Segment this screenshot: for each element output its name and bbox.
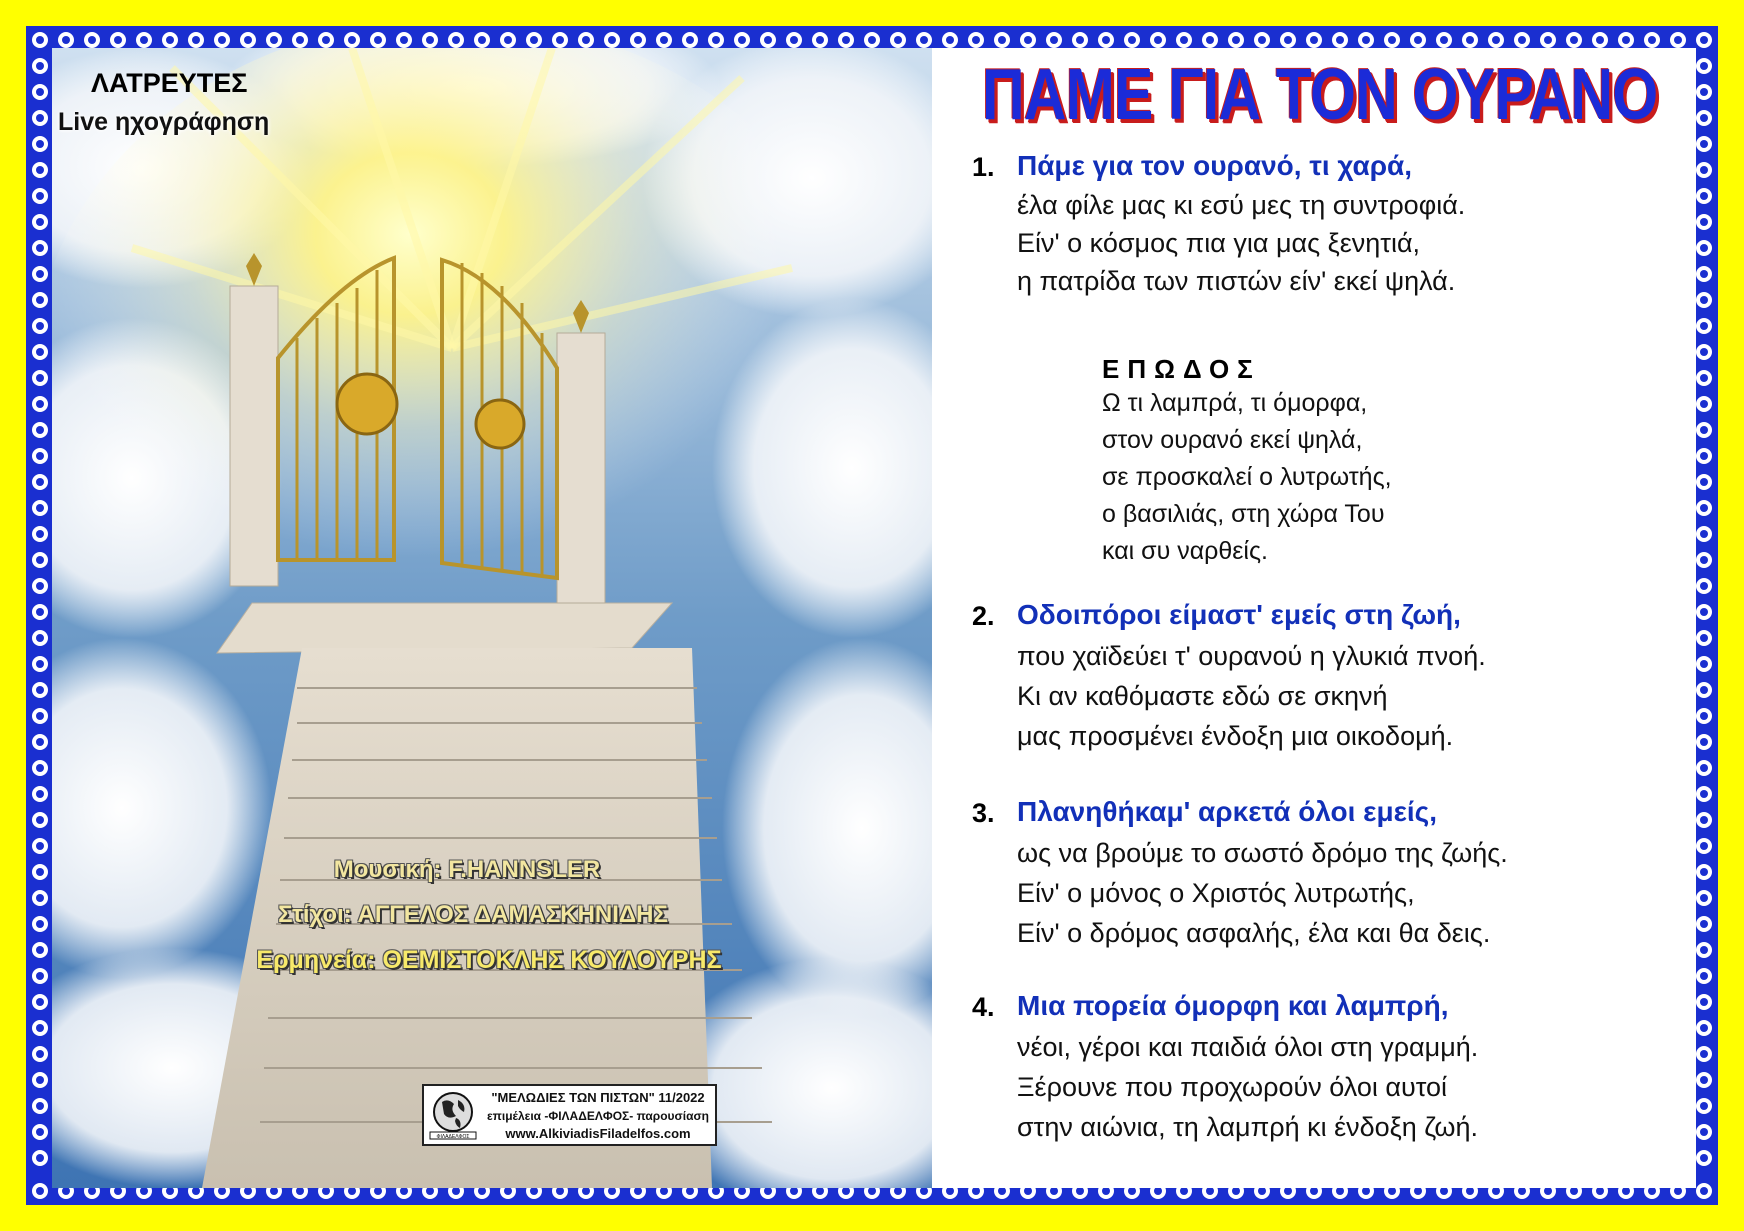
chorus-line: ο βασιλιάς, στη χώρα Του xyxy=(1102,500,1385,528)
border-ornament-center xyxy=(36,634,44,642)
border-ornament-center xyxy=(1700,1187,1708,1195)
border-ornament-center xyxy=(1596,1187,1604,1195)
border-ornament-center xyxy=(1700,166,1708,174)
border-ornament-center xyxy=(1518,36,1526,44)
chorus-title: ΕΠΩΔΟΣ xyxy=(1102,354,1261,384)
border-ornament-center xyxy=(1700,322,1708,330)
verse-line: Είν' ο μόνος ο Χριστός λυτρωτής, xyxy=(1017,878,1415,908)
lyrics-credit: Στίχοι: ΑΓΓΕΛΟΣ ΔΑΜΑΣΚΗΝΙΔΗΣ xyxy=(278,901,668,928)
border-ornament-center xyxy=(114,1187,122,1195)
border-ornament-center xyxy=(1700,504,1708,512)
border-ornament-center xyxy=(1570,36,1578,44)
border-ornament-center xyxy=(1050,1187,1058,1195)
border-ornament-center xyxy=(140,1187,148,1195)
border-ornament-center xyxy=(36,452,44,460)
border-ornament-center xyxy=(1700,634,1708,642)
border-ornament-center xyxy=(712,36,720,44)
border-ornament-center xyxy=(1258,36,1266,44)
border-ornament-center xyxy=(62,1187,70,1195)
border-ornament-center xyxy=(36,1102,44,1110)
border-ornament-center xyxy=(36,998,44,1006)
border-ornament-center xyxy=(1700,764,1708,772)
border-ornament-center xyxy=(894,1187,902,1195)
border-ornament-center xyxy=(1284,1187,1292,1195)
border-ornament-center xyxy=(36,88,44,96)
border-ornament-center xyxy=(1700,1154,1708,1162)
border-ornament-center xyxy=(36,1050,44,1058)
border-ornament-center xyxy=(36,374,44,382)
border-ornament-center xyxy=(1700,686,1708,694)
verse-number: 4. xyxy=(972,992,995,1022)
border-ornament-center xyxy=(36,608,44,616)
border-ornament-center xyxy=(1206,1187,1214,1195)
poster-content xyxy=(52,48,1696,1188)
border-ornament-center xyxy=(36,36,44,44)
border-ornament-center xyxy=(1596,36,1604,44)
border-ornament-center xyxy=(36,244,44,252)
border-ornament-center xyxy=(764,36,772,44)
border-ornament-center xyxy=(686,36,694,44)
border-ornament-center xyxy=(1622,1187,1630,1195)
border-ornament-center xyxy=(1700,1102,1708,1110)
border-ornament-center xyxy=(36,686,44,694)
border-ornament-center xyxy=(634,1187,642,1195)
border-ornament-center xyxy=(1414,1187,1422,1195)
border-ornament-center xyxy=(270,36,278,44)
border-ornament-center xyxy=(1388,1187,1396,1195)
border-ornament-center xyxy=(36,1024,44,1032)
border-ornament-center xyxy=(582,36,590,44)
border-ornament-center xyxy=(868,1187,876,1195)
verse-line: Είν' ο κόσμος πια για μας ξενητιά, xyxy=(1017,228,1421,258)
border-ornament-center xyxy=(842,36,850,44)
border-ornament-center xyxy=(36,764,44,772)
border-ornament-center xyxy=(1700,1076,1708,1084)
border-ornament-center xyxy=(920,1187,928,1195)
border-ornament-center xyxy=(1700,1128,1708,1136)
verse-line: μας προσμένει ένδοξη μια οικοδομή. xyxy=(1017,721,1454,751)
border-ornament-center xyxy=(1700,842,1708,850)
border-ornament-center xyxy=(36,296,44,304)
border-ornament-center xyxy=(738,1187,746,1195)
border-ornament-center xyxy=(946,36,954,44)
border-ornament-center xyxy=(296,36,304,44)
border-ornament-center xyxy=(1414,36,1422,44)
badge-website: www.AlkiviadisFiladelfos.com xyxy=(505,1126,691,1141)
border-ornament-center xyxy=(36,504,44,512)
border-ornament-center xyxy=(348,36,356,44)
border-ornament-center xyxy=(504,36,512,44)
border-ornament-center xyxy=(36,192,44,200)
border-ornament-center xyxy=(556,36,564,44)
border-ornament-center xyxy=(1700,218,1708,226)
border-ornament-center xyxy=(530,36,538,44)
border-ornament-center xyxy=(1492,1187,1500,1195)
border-ornament-center xyxy=(36,62,44,70)
border-ornament-center xyxy=(660,36,668,44)
border-ornament-center xyxy=(270,1187,278,1195)
border-ornament-center xyxy=(1700,920,1708,928)
border-ornament-center xyxy=(1700,62,1708,70)
verse-number: 3. xyxy=(972,798,995,828)
border-ornament-center xyxy=(1700,946,1708,954)
border-ornament-center xyxy=(36,920,44,928)
border-ornament-center xyxy=(1206,36,1214,44)
border-ornament-center xyxy=(1700,972,1708,980)
music-credit: Μουσική: F.HANNSLER xyxy=(333,856,601,883)
border-ornament-center xyxy=(36,140,44,148)
publisher-badge xyxy=(422,1084,717,1146)
border-ornament-center xyxy=(36,400,44,408)
border-ornament-center xyxy=(1700,296,1708,304)
border-ornament-center xyxy=(998,36,1006,44)
border-ornament-center xyxy=(218,36,226,44)
border-ornament-center xyxy=(1700,816,1708,824)
border-ornament-center xyxy=(608,1187,616,1195)
border-ornament-center xyxy=(842,1187,850,1195)
border-ornament-center xyxy=(1180,36,1188,44)
border-ornament-center xyxy=(1024,1187,1032,1195)
border-ornament-center xyxy=(36,946,44,954)
border-ornament-center xyxy=(816,1187,824,1195)
border-ornament-center xyxy=(1700,348,1708,356)
border-ornament-center xyxy=(972,36,980,44)
border-ornament-center xyxy=(1310,1187,1318,1195)
border-ornament-center xyxy=(296,1187,304,1195)
recording-type: Live ηχογράφηση xyxy=(58,108,270,136)
border-ornament-center xyxy=(452,1187,460,1195)
verse-line: Κι αν καθόμαστε εδώ σε σκηνή xyxy=(1017,681,1388,711)
border-ornament-center xyxy=(36,348,44,356)
border-ornament-center xyxy=(1466,1187,1474,1195)
border-ornament-center xyxy=(712,1187,720,1195)
border-ornament-center xyxy=(1648,36,1656,44)
border-ornament-center xyxy=(1674,36,1682,44)
border-ornament-center xyxy=(36,894,44,902)
border-ornament-center xyxy=(1232,36,1240,44)
verse-line: έλα φίλε μας κι εσύ μες τη συντροφιά. xyxy=(1017,190,1466,220)
border-ornament-center xyxy=(1128,36,1136,44)
verse-number: 2. xyxy=(972,601,995,631)
border-ornament-center xyxy=(1440,36,1448,44)
border-ornament-center xyxy=(1700,374,1708,382)
border-ornament-center xyxy=(36,426,44,434)
badge-series: "ΜΕΛΩΔΙΕΣ ΤΩΝ ΠΙΣΤΩΝ" 11/2022 xyxy=(491,1090,705,1105)
chorus-line: στον ουρανό εκεί ψηλά, xyxy=(1102,426,1363,454)
border-ornament-center xyxy=(894,36,902,44)
border-ornament-center xyxy=(36,218,44,226)
border-ornament-center xyxy=(1700,426,1708,434)
border-ornament-center xyxy=(556,1187,564,1195)
logo-label: ΦΙΛΑΔΕΛΦΟΣ xyxy=(436,1134,470,1140)
border-ornament-center xyxy=(1700,244,1708,252)
verse-line: Οδοιπόροι είμαστ' εμείς στη ζωή, xyxy=(1017,599,1461,630)
border-ornament-center xyxy=(1076,1187,1084,1195)
border-ornament-center xyxy=(1362,1187,1370,1195)
verse-line: νέοι, γέροι και παιδιά όλοι στη γραμμή. xyxy=(1017,1032,1479,1062)
border-ornament-center xyxy=(868,36,876,44)
border-ornament-center xyxy=(1570,1187,1578,1195)
border-ornament-center xyxy=(738,36,746,44)
border-ornament-center xyxy=(36,738,44,746)
border-ornament-center xyxy=(1154,1187,1162,1195)
border-ornament-center xyxy=(1544,36,1552,44)
border-ornament-center xyxy=(322,36,330,44)
border-ornament-center xyxy=(36,530,44,538)
border-ornament-center xyxy=(478,36,486,44)
border-ornament-center xyxy=(1700,400,1708,408)
chorus-line: και συ ναρθείς. xyxy=(1102,537,1268,565)
border-ornament-center xyxy=(478,1187,486,1195)
border-ornament-center xyxy=(1700,192,1708,200)
border-ornament-center xyxy=(1700,894,1708,902)
border-ornament-center xyxy=(582,1187,590,1195)
globe-logo-icon xyxy=(428,1090,478,1140)
border-ornament-center xyxy=(634,36,642,44)
border-ornament-center xyxy=(504,1187,512,1195)
border-ornament-center xyxy=(36,166,44,174)
verse-line: Μια πορεία όμορφη και λαμπρή, xyxy=(1017,990,1449,1021)
border-ornament-center xyxy=(36,868,44,876)
song-title: ΠΑΜΕ ΓΙΑ ΤΟΝ ΟΥΡΑΝΟ xyxy=(982,55,1658,135)
border-ornament-center xyxy=(1544,1187,1552,1195)
border-ornament-center xyxy=(140,36,148,44)
border-ornament-center xyxy=(1700,1024,1708,1032)
border-ornament-center xyxy=(686,1187,694,1195)
border-ornament-center xyxy=(166,1187,174,1195)
verse-line: ως να βρούμε το σωστό δρόμο της ζωής. xyxy=(1017,838,1508,868)
border-ornament-center xyxy=(244,1187,252,1195)
border-ornament-center xyxy=(1102,1187,1110,1195)
border-ornament-center xyxy=(764,1187,772,1195)
border-ornament-center xyxy=(1076,36,1084,44)
border-ornament-center xyxy=(1700,452,1708,460)
border-ornament-center xyxy=(1024,36,1032,44)
border-ornament-center xyxy=(1700,660,1708,668)
border-ornament-center xyxy=(1466,36,1474,44)
border-ornament-center xyxy=(192,1187,200,1195)
border-ornament-center xyxy=(1622,36,1630,44)
border-ornament-center xyxy=(1700,998,1708,1006)
border-ornament-center xyxy=(1700,712,1708,720)
border-ornament-center xyxy=(1700,556,1708,564)
performer-credit: Ερμηνεία: ΘΕΜΙΣΤΟΚΛΗΣ ΚΟΥΛΟΥΡΗΣ xyxy=(256,946,722,974)
border-ornament-center xyxy=(36,1128,44,1136)
border-ornament-center xyxy=(1700,608,1708,616)
border-ornament-center xyxy=(36,322,44,330)
border-ornament-center xyxy=(1700,140,1708,148)
border-ornament-center xyxy=(920,36,928,44)
border-ornament-center xyxy=(374,1187,382,1195)
verse-line: που χαϊδεύει τ' ουρανού η γλυκιά πνοή. xyxy=(1017,641,1486,671)
border-ornament-center xyxy=(36,816,44,824)
verse-line: στην αιώνια, τη λαμπρή κι ένδοξη ζωή. xyxy=(1017,1112,1478,1142)
border-ornament-center xyxy=(374,36,382,44)
border-ornament-center xyxy=(1284,36,1292,44)
border-ornament-center xyxy=(452,36,460,44)
border-ornament-center xyxy=(36,582,44,590)
border-ornament-center xyxy=(1258,1187,1266,1195)
border-ornament-center xyxy=(530,1187,538,1195)
border-ornament-center xyxy=(1232,1187,1240,1195)
border-ornament-center xyxy=(114,36,122,44)
border-ornament-center xyxy=(1700,478,1708,486)
border-ornament-center xyxy=(946,1187,954,1195)
border-ornament-center xyxy=(400,36,408,44)
border-ornament-center xyxy=(62,36,70,44)
border-ornament-center xyxy=(36,1154,44,1162)
verse-line: Πάμε για τον ουρανό, τι χαρά, xyxy=(1017,150,1413,181)
group-name: ΛΑΤΡΕΥΤΕΣ xyxy=(91,68,248,98)
border-ornament-center xyxy=(1388,36,1396,44)
border-ornament-center xyxy=(1102,36,1110,44)
border-ornament-center xyxy=(1674,1187,1682,1195)
border-ornament-center xyxy=(790,1187,798,1195)
border-ornament-center xyxy=(1700,1050,1708,1058)
border-ornament-center xyxy=(998,1187,1006,1195)
chorus xyxy=(1102,354,1392,570)
border-ornament-center xyxy=(1700,270,1708,278)
border-ornament-center xyxy=(1440,1187,1448,1195)
border-ornament-center xyxy=(426,1187,434,1195)
chorus-line: σε προσκαλεί ο λυτρωτής, xyxy=(1102,463,1392,491)
badge-editor: επιμέλεια -ΦΙΛΑΔΕΛΦΟΣ- παρουσίαση xyxy=(486,1109,709,1123)
border-ornament-center xyxy=(1700,88,1708,96)
border-ornament-center xyxy=(88,36,96,44)
border-ornament-center xyxy=(972,1187,980,1195)
border-ornament-center xyxy=(348,1187,356,1195)
border-ornament-center xyxy=(1128,1187,1136,1195)
border-ornament-center xyxy=(1700,790,1708,798)
border-ornament-center xyxy=(608,36,616,44)
border-ornament-center xyxy=(244,36,252,44)
border-ornament-center xyxy=(1310,36,1318,44)
border-ornament-center xyxy=(36,790,44,798)
border-ornament-center xyxy=(166,36,174,44)
border-ornament-center xyxy=(88,1187,96,1195)
heaven-gate-picture xyxy=(52,48,932,1188)
border-ornament-center xyxy=(1700,530,1708,538)
border-ornament-center xyxy=(36,712,44,720)
border-ornament-center xyxy=(1492,36,1500,44)
border-ornament-center xyxy=(192,36,200,44)
border-ornament-center xyxy=(1700,738,1708,746)
border-ornament-center xyxy=(1700,36,1708,44)
border-ornament-center xyxy=(790,36,798,44)
border-ornament-center xyxy=(36,114,44,122)
border-ornament-center xyxy=(1180,1187,1188,1195)
border-ornament-center xyxy=(1518,1187,1526,1195)
border-ornament-center xyxy=(1154,36,1162,44)
border-ornament-center xyxy=(36,270,44,278)
border-ornament-center xyxy=(426,36,434,44)
border-ornament-center xyxy=(660,1187,668,1195)
border-ornament-center xyxy=(36,1187,44,1195)
border-ornament-center xyxy=(1700,582,1708,590)
border-ornament-center xyxy=(1336,1187,1344,1195)
stairway-illustration xyxy=(52,48,932,1188)
border-ornament-center xyxy=(322,1187,330,1195)
verse-line: Είν' ο δρόμος ασφαλής, έλα και θα δεις. xyxy=(1017,918,1491,948)
border-ornament-center xyxy=(1050,36,1058,44)
badge-text xyxy=(482,1089,714,1143)
border-ornament-center xyxy=(1648,1187,1656,1195)
border-ornament-center xyxy=(36,1076,44,1084)
verse-line: Ξέρουνε που προχωρούν όλοι αυτοί xyxy=(1017,1072,1448,1102)
verse-number: 1. xyxy=(972,152,995,182)
border-ornament-center xyxy=(816,36,824,44)
verse-line: η πατρίδα των πιστών είν' εκεί ψηλά. xyxy=(1017,266,1456,296)
border-ornament-center xyxy=(1336,36,1344,44)
border-ornament-center xyxy=(36,842,44,850)
border-ornament-center xyxy=(36,972,44,980)
border-ornament-center xyxy=(1362,36,1370,44)
verse-line: Πλανηθήκαμ' αρκετά όλοι εμείς, xyxy=(1017,796,1438,827)
border-ornament-center xyxy=(36,556,44,564)
border-ornament-center xyxy=(1700,868,1708,876)
border-ornament-center xyxy=(36,478,44,486)
chorus-line: Ω τι λαμπρά, τι όμορφα, xyxy=(1102,389,1368,417)
border-ornament-center xyxy=(1700,114,1708,122)
border-ornament-center xyxy=(400,1187,408,1195)
border-ornament-center xyxy=(218,1187,226,1195)
border-ornament-center xyxy=(36,660,44,668)
